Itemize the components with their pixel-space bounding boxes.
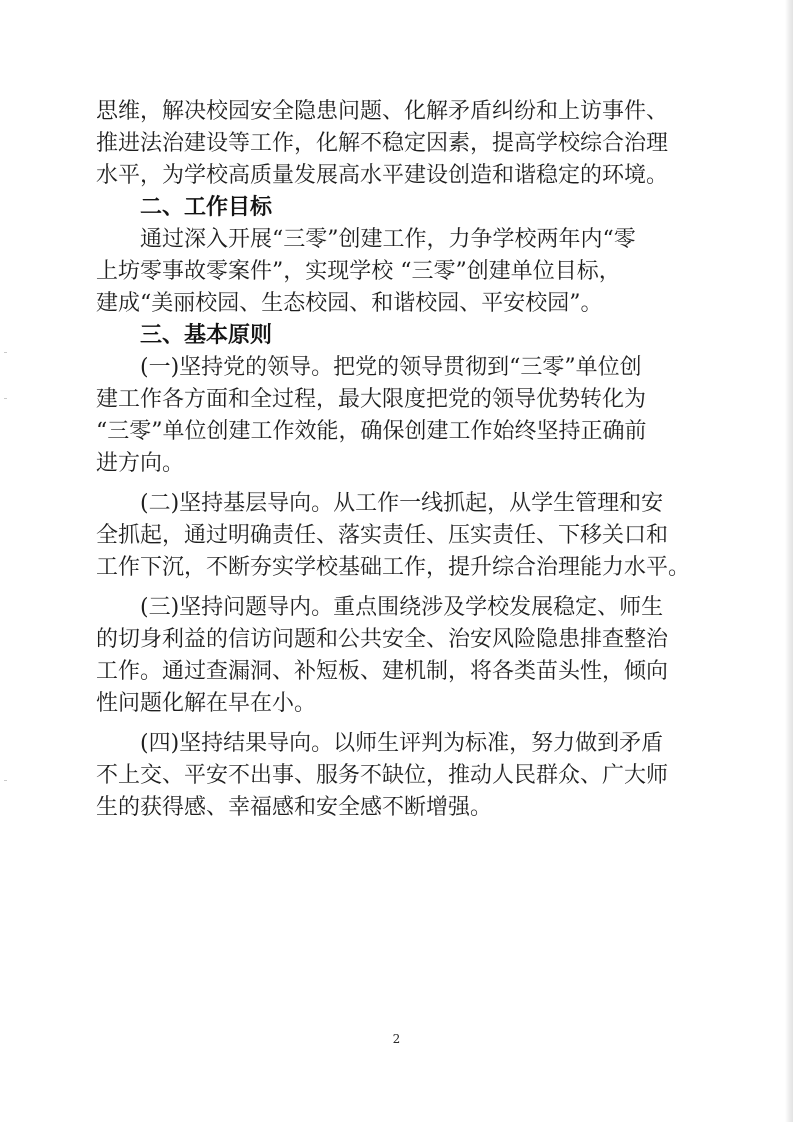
text-line: 全抓起，通过明确责任、落实责任、压实责任、下移关口和	[96, 523, 669, 548]
section-heading: 二、工作目标	[140, 195, 273, 220]
section-basic-principles	[96, 320, 694, 824]
text-line: 水平，为学校高质量发展高水平建设创造和谐稳定的环境。	[96, 163, 669, 188]
text-line: (一)坚持党的领导。把党的领导贯彻到“三零”单位创	[140, 355, 642, 380]
text-line: 建工作各方面和全过程，最大限度把党的领导优势转化为	[96, 387, 647, 412]
principle-paragraph	[96, 352, 694, 480]
text-line: 生的获得感、幸福感和安全感不断增强。	[96, 795, 493, 820]
principle-paragraph	[96, 488, 694, 584]
text-line: 进方向。	[96, 451, 185, 476]
scan-edge-shadow	[785, 0, 793, 1122]
margin-mark	[4, 352, 7, 353]
text-line: (四)坚持结果导向。以师生评判为标准，努力做到矛盾	[140, 731, 664, 756]
text-line: 思维，解决校园安全隐患问题、化解矛盾纠纷和上访事件、	[96, 99, 669, 124]
text-line: 工作下沉，不断夯实学校基础工作，提升综合治理能力水平。	[96, 555, 691, 580]
text-line: 工作。通过查漏洞、补短板、建机制，将各类苗头性，倾向	[96, 659, 669, 684]
text-line: 建成“美丽校园、生态校园、和谐校园、平安校园”。	[96, 291, 603, 316]
text-line: 推进法治建设等工作，化解不稳定因素，提高学校综合治理	[96, 131, 669, 156]
principle-paragraph	[96, 592, 694, 720]
text-line: 不上交、平安不出事、服务不缺位，推动人民群众、广大师	[96, 763, 669, 788]
principle-paragraph	[96, 728, 694, 824]
document-body	[96, 96, 694, 824]
text-line: 通过深入开展“三零”创建工作，力争学校两年内“零	[140, 227, 636, 252]
text-line: 上坊零事故零案件”，实现学校 “三零”创建单位目标，	[96, 259, 621, 284]
text-line: 的切身利益的信访问题和公共安全、治安风险隐患排查整治	[96, 627, 669, 652]
text-line: (二)坚持基层导向。从工作一线抓起，从学生管理和安	[140, 491, 664, 516]
text-line: “三零”单位创建工作效能，确保创建工作始终坚持正确前	[96, 419, 647, 444]
section-work-goals	[96, 192, 694, 320]
intro-paragraph	[96, 96, 694, 192]
text-line: 性问题化解在早在小。	[96, 691, 317, 716]
page-number: 2	[392, 1032, 401, 1046]
margin-mark	[4, 398, 7, 399]
section-heading: 三、基本原则	[140, 323, 273, 348]
margin-mark	[4, 780, 7, 781]
text-line: (三)坚持问题导内。重点围绕涉及学校发展稳定、师生	[140, 595, 664, 620]
